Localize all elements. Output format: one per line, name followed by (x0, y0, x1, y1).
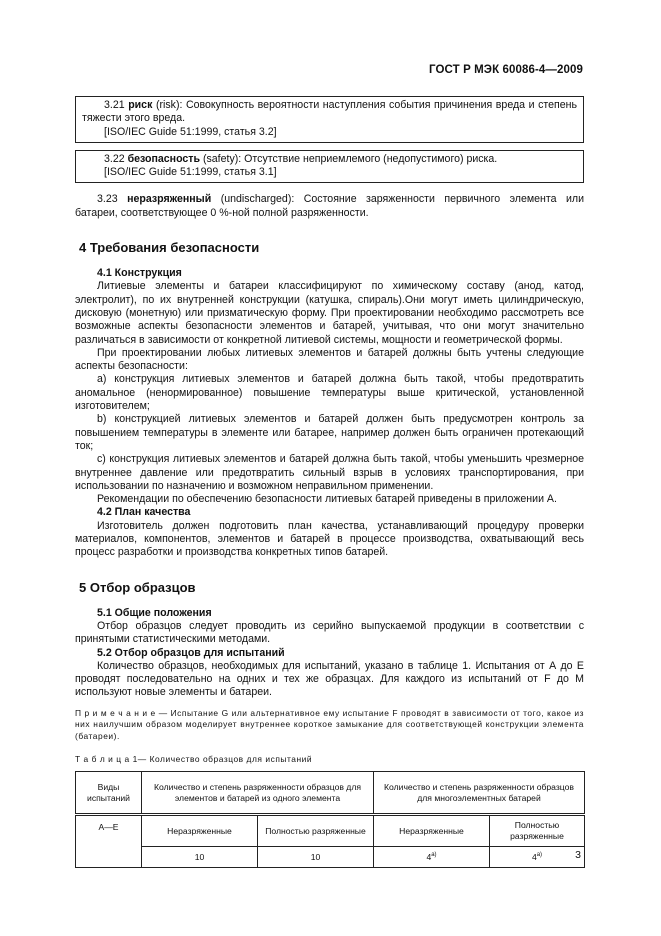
def-term: неразряженный (127, 193, 212, 206)
sub-header-cell: Неразряженные (142, 815, 258, 847)
paragraph: Литиевые элементы и батареи классифицируют по химическому составу (анод, катод, электролит), по их внутренней конструкции (катушка, спираль).Они могут иметь цилиндрическую, дисковую (монетную) или призматическую форму. При проектировании необходимо рассмотреть все возможные аспекты безопасности элементов и батарей, учитывая, что они могут значительно различаться в зависимости от конкретной литиевой системы, мощности и геометрической формы. (75, 280, 584, 346)
def-reference: [ISO/IEC Guide 51:1999, статья 3.2] (104, 125, 277, 138)
value-cell: 10 (142, 847, 258, 868)
list-item-c: c) конструкция литиевых элементов и батарей должна быть такой, чтобы уменьшить чрезмерное внутреннее давление или предотвратить сильный взрыв в условиях транспортирования, при использовании по назначению и возможном неправильном применении. (75, 453, 584, 492)
value-cell: 4$^{a)}$ (490, 847, 585, 868)
def-text: Отсутствие неприемлемого (недопустимого) риска. (244, 152, 498, 165)
subsection-5-1-heading: 5.1 Общие положения (97, 606, 212, 619)
list-item-b: b) конструкцией литиевых элементов и батарей должен быть предусмотрен контроль за повышением температуры в элементе или батарее, например должен быть ограничен протекающий ток; (75, 413, 584, 452)
list-item-a: a) конструкция литиевых элементов и батарей должна быть такой, чтобы предотвратить аномальное (ненормированное) повышение температуры выше критической, установленной изготовителем; (75, 373, 584, 413)
paragraph: Изготовитель должен подготовить план качества, устанавливающий процедуру проверки материалов, компонентов, элементов и батарей в процессе производства, охватывающий весь процесс разработки и производства конкретных типов батарей. (75, 519, 584, 559)
table-caption: Т а б л и ц а 1— Количество образцов для испытаний (75, 754, 313, 765)
sub-header-cell: Неразряженные (374, 815, 490, 847)
table-row (76, 815, 585, 847)
definition-3-22 (75, 150, 584, 184)
def-number: 3.22 (104, 152, 125, 165)
row-label-cell: A—E (76, 815, 142, 868)
footnote-mark: a) (536, 852, 543, 859)
page-number: 3 (575, 849, 581, 861)
def-reference: [ISO/IEC Guide 51:1999, статья 3.1] (104, 166, 277, 179)
definition-3-21 (75, 96, 584, 143)
header-cell-multi: Количество и степень разряженности образцов для многоэлементных батарей (374, 772, 585, 815)
note: П р и м е ч а н и е — Испытание G или альтернативное ему испытание F проводят в зависимости от того, какое из них наилучшим образом моделирует внутреннее короткое замыкание для соответствующей конструкции элемента (батареи). (75, 707, 584, 741)
document-header: ГОСТ Р МЭК 60086-4—2009 (429, 64, 583, 76)
subsection-4-2-heading: 4.2 План качества (97, 506, 191, 519)
paragraph: Отбор образцов следует проводить из серийно выпускаемой продукции в соответствии с принятыми статистическими методами. (75, 619, 584, 646)
def-english: (safety): (202, 152, 242, 165)
def-english: (undischarged): (220, 193, 295, 206)
table-row (76, 847, 585, 868)
definition-3-23 (75, 193, 584, 220)
paragraph: Количество образцов, необходимых для испытаний, указано в таблице 1. Испытания от А до Е проводят последовательно на одних и тех же образцах. Для каждого из испытаний от F до М используют новые элементы и батареи. (75, 659, 584, 699)
def-number: 3.23 (97, 193, 118, 206)
def-text: Совокупность вероятности наступления события причинения вреда и степень тяжести этого вреда. (82, 99, 577, 125)
table-header-row (76, 772, 585, 815)
section-5-heading: 5 Отбор образцов (79, 579, 196, 595)
paragraph: При проектировании любых литиевых элементов и батарей должны быть учтены следующие аспекты безопасности: (75, 346, 584, 373)
def-text: Состояние заряженности первичного элемента или батареи, соответствующее 0 %-ной полной разряженности. (75, 193, 584, 219)
value-cell: 10 (258, 847, 374, 868)
sub-header-cell: Полностью разряженные (490, 815, 585, 847)
subsection-4-1-heading: 4.1 Конструкция (97, 267, 182, 280)
footnote-mark: a) (431, 852, 437, 859)
def-term: безопасность (127, 152, 200, 165)
header-cell-single: Количество и степень разряженности образцов для элементов и батарей из одного элемента (142, 772, 374, 815)
page-content (75, 96, 584, 868)
paragraph: Рекомендации по обеспечению безопасности литиевых батарей приведены в приложении А. (97, 493, 557, 506)
def-term: риск (128, 99, 153, 111)
header-cell-test-type: Виды испытаний (76, 772, 142, 815)
samples-table (75, 771, 585, 868)
value-cell: 4$^{a)}$ (374, 847, 490, 868)
def-number: 3.21 (104, 99, 125, 111)
subsection-5-2-heading: 5.2 Отбор образцов для испытаний (97, 646, 285, 659)
section-4-heading: 4 Требования безопасности (79, 240, 260, 256)
def-english: (risk): (155, 99, 183, 111)
sub-header-cell: Полностью разряженные (258, 815, 374, 847)
